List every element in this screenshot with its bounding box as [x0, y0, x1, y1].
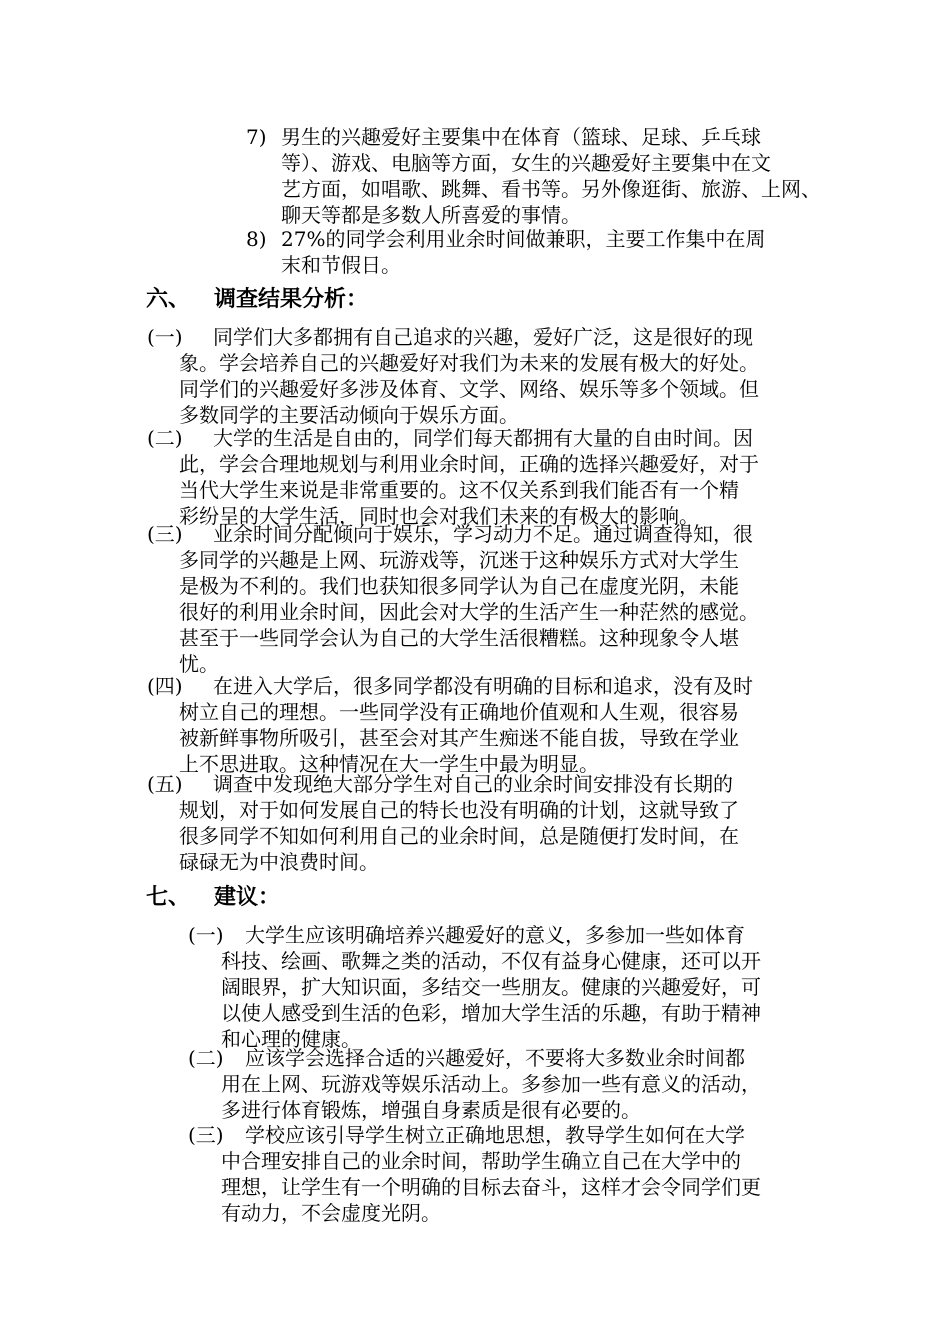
item-number: (五): [147, 772, 183, 796]
text-line: 多进行体育锻炼，增强自身素质是很有必要的。: [221, 1098, 641, 1122]
text-line: 用在上网、玩游戏等娱乐活动上。多参加一些有意义的活动，: [221, 1072, 761, 1096]
text-line: 彩纷呈的大学生活，同时也会对我们未来的有极大的影响。: [179, 504, 699, 528]
text-line: 有动力，不会虚度光阴。: [221, 1201, 441, 1225]
text-line: 很多同学不知如何利用自己的业余时间，总是随便打发时间，在: [179, 824, 739, 848]
text-line: 忧。: [179, 652, 219, 676]
text-line: 多同学的兴趣是上网、玩游戏等，沉迷于这种娱乐方式对大学生: [179, 548, 739, 572]
text-line: 调查中发现绝大部分学生对自己的业余时间安排没有长期的: [213, 772, 733, 796]
text-line: 多数同学的主要活动倾向于娱乐方面。: [179, 403, 519, 427]
text-line: 同学们大多都拥有自己追求的兴趣，爱好广泛，这是很好的现: [213, 325, 753, 349]
text-line: 以使人感受到生活的色彩，增加大学生活的乐趣，有助于精神: [221, 1001, 761, 1025]
text-line: 当代大学生来说是非常重要的。这不仅关系到我们能否有一个精: [179, 478, 739, 502]
item-number: (四): [147, 674, 183, 698]
list-number: 8): [246, 227, 267, 251]
text-line: 业余时间分配倾向于娱乐，学习动力不足。通过调查得知，很: [213, 522, 753, 546]
section-number: 七、: [146, 885, 191, 910]
text-line: 应该学会选择合适的兴趣爱好，不要将大多数业余时间都: [245, 1046, 745, 1070]
text-line: 学校应该引导学生树立正确地思想，教导学生如何在大学: [245, 1123, 745, 1147]
text-line: 聊天等都是多数人所喜爱的事情。: [281, 203, 581, 227]
text-line: 大学生应该明确培养兴趣爱好的意义，多参加一些如体育: [245, 923, 745, 947]
section-number: 六、: [146, 287, 191, 312]
text-line: 甚至于一些同学会认为自己的大学生活很糟糕。这种现象令人堪: [179, 626, 739, 650]
text-line: 同学们的兴趣爱好多涉及体育、文学、网络、娱乐等多个领域。但: [179, 377, 759, 401]
item-number: (一): [188, 923, 224, 947]
section-title: 调查结果分析：: [214, 287, 369, 312]
item-number: (一): [147, 325, 183, 349]
text-line: 上不思进取。这种情况在大一学生中最为明显。: [179, 752, 599, 776]
text-line: 树立自己的理想。一些同学没有正确地价值观和人生观，很容易: [179, 700, 739, 724]
list-number: 7): [246, 125, 267, 149]
text-line: 碌碌无为中浪费时间。: [179, 850, 379, 874]
text-line: 中合理安排自己的业余时间，帮助学生确立自己在大学中的: [221, 1149, 741, 1173]
text-line: 是极为不利的。我们也获知很多同学认为自己在虚度光阴，未能: [179, 574, 739, 598]
item-number: (三): [188, 1123, 224, 1147]
text-line: 末和节假日。: [281, 253, 401, 277]
text-line: 等）、游戏、电脑等方面，女生的兴趣爱好主要集中在文: [281, 151, 771, 175]
text-line: 此，学会合理地规划与利用业余时间，正确的选择兴趣爱好，对于: [179, 452, 759, 476]
item-number: (三): [147, 522, 183, 546]
text-line: 和心理的健康。: [221, 1027, 361, 1051]
item-number: (二): [188, 1046, 224, 1070]
text-line: 大学的生活是自由的，同学们每天都拥有大量的自由时间。因: [213, 426, 753, 450]
section-title: 建议：: [214, 885, 281, 910]
text-line: 在进入大学后，很多同学都没有明确的目标和追求，没有及时: [213, 674, 753, 698]
text-line: 理想，让学生有一个明确的目标去奋斗，这样才会令同学们更: [221, 1175, 761, 1199]
text-line: 阔眼界，扩大知识面，多结交一些朋友。健康的兴趣爱好，可: [221, 975, 761, 999]
text-line: 男生的兴趣爱好主要集中在体育（篮球、足球、乒乓球: [281, 125, 761, 149]
text-line: 被新鲜事物所吸引，甚至会对其产生痴迷不能自拔，导致在学业: [179, 726, 739, 750]
text-line: 科技、绘画、歌舞之类的活动，不仅有益身心健康，还可以开: [221, 949, 761, 973]
text-line: 象。学会培养自己的兴趣爱好对我们为未来的发展有极大的好处。: [179, 351, 759, 375]
text-line: 27%的同学会利用业余时间做兼职，主要工作集中在周: [281, 227, 766, 251]
text-line: 规划，对于如何发展自己的特长也没有明确的计划，这就导致了: [179, 798, 739, 822]
item-number: (二): [147, 426, 183, 450]
text-line: 艺方面，如唱歌、跳舞、看书等。另外像逛街、旅游、上网、: [281, 177, 821, 201]
text-line: 很好的利用业余时间，因此会对大学的生活产生一种茫然的感觉。: [179, 600, 759, 624]
